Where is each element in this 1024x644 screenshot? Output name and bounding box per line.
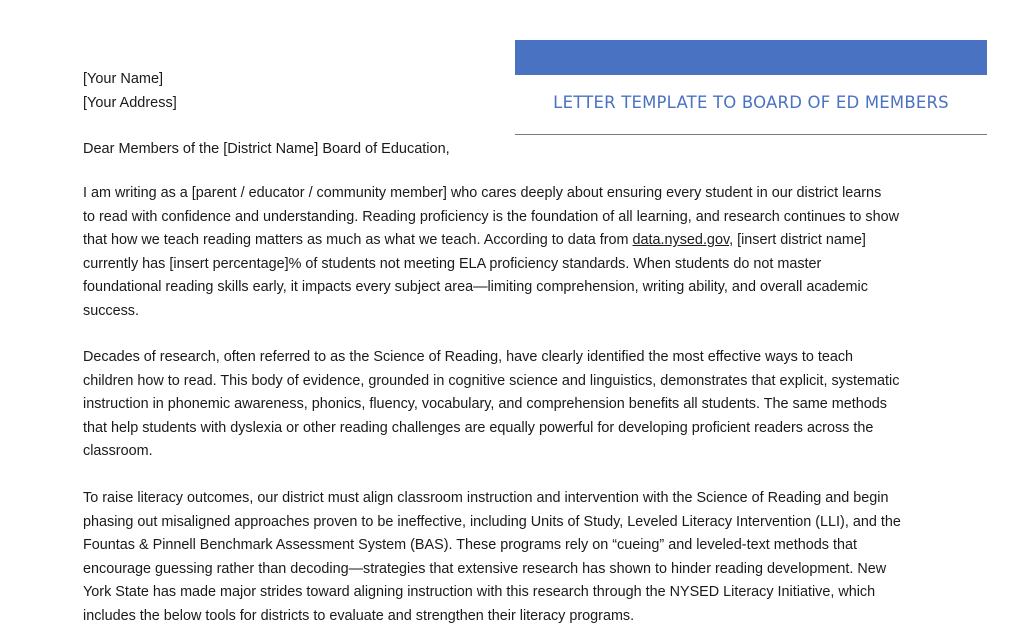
sender-address: [Your Address]	[83, 95, 177, 111]
document-title: LETTER TEMPLATE TO BOARD OF ED MEMBERS	[553, 93, 949, 112]
paragraph-line: phasing out misaligned approaches proven to be ineffective, including Units of Study, Leveled Literacy Intervention (LLI), and the	[83, 513, 901, 530]
paragraph-line: encourage guessing rather than decoding—strategies that extensive research has shown to hinder reading development. New	[83, 560, 887, 577]
paragraph-intro	[83, 182, 943, 324]
sender-name: [Your Name]	[83, 71, 164, 87]
header-divider	[515, 134, 987, 135]
paragraph-line: foundational reading skills early, it impacts every subject area—limiting comprehension, writing ability, and overall academic	[83, 279, 868, 296]
paragraph-line: To raise literacy outcomes, our district must align classroom instruction and intervention with the Science of Reading and begin	[83, 490, 889, 506]
paragraph-line: Fountas & Pinnell Benchmark Assessment System (BAS). These programs rely on “cueing” and leveled-text methods that	[83, 537, 857, 554]
sender-block	[83, 67, 177, 115]
paragraph-science-of-reading	[83, 346, 943, 464]
paragraph-line	[83, 229, 943, 253]
paragraph-line: I am writing as a [parent / educator / community member] who cares deeply about ensuring every student in our district learns	[83, 185, 882, 201]
paragraph-line-text: that how we teach reading matters as much as what we teach. According to data from	[83, 232, 633, 249]
paragraph-line: York State has made major strides toward aligning instruction with this research through the NYSED Literacy Initiative, which	[83, 584, 876, 601]
salutation: Dear Members of the [District Name] Board of Education,	[83, 141, 450, 157]
paragraph-line: that help students with dyslexia or other reading challenges are equally powerful for developing proficient readers across the	[83, 419, 874, 436]
paragraph-line: classroom.	[83, 443, 153, 460]
paragraph-line: currently has [insert percentage]% of students not meeting ELA proficiency standards. When students do not master	[83, 255, 822, 272]
paragraph-line: success.	[83, 302, 139, 319]
header-color-bar	[515, 40, 987, 75]
paragraph-line: to read with confidence and understanding. Reading proficiency is the foundation of all learning, and research continues to show	[83, 208, 899, 225]
paragraph-line: children how to read. This body of evidence, grounded in cognitive science and linguistics, demonstrates that explicit, systematic	[83, 372, 900, 389]
paragraph-line-text: , [insert district name]	[729, 232, 866, 249]
paragraph-line: instruction in phonemic awareness, phonics, fluency, vocabulary, and comprehension benefits all students. The same methods	[83, 396, 887, 413]
paragraph-line: Decades of research, often referred to as the Science of Reading, have clearly identified the most effective ways to teach	[83, 349, 854, 365]
paragraph-line: includes the below tools for districts to evaluate and strengthen their literacy programs.	[83, 607, 635, 624]
paragraph-literacy-outcomes	[83, 487, 943, 629]
nysed-data-link[interactable]: data.nysed.gov	[632, 232, 730, 249]
